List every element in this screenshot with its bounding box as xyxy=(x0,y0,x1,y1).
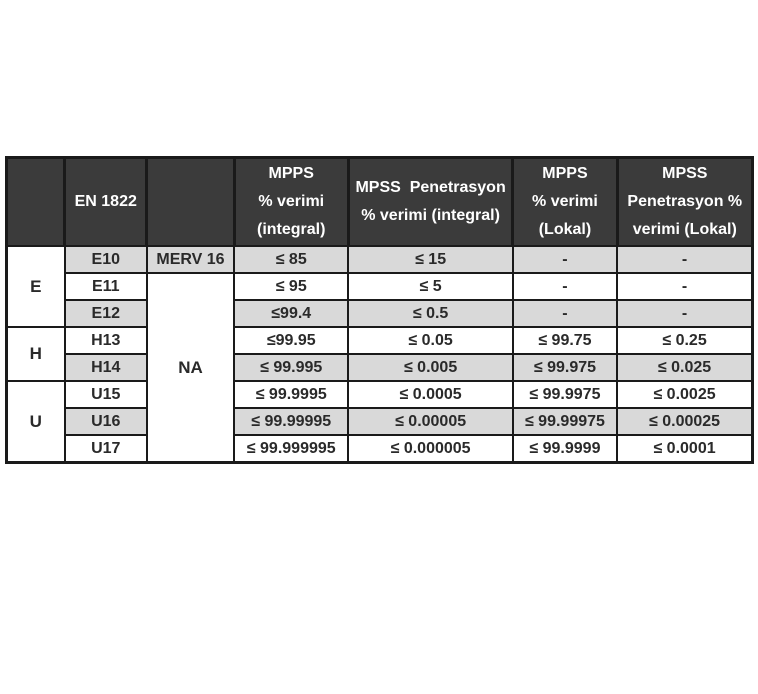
mpss-integral-cell: ≤ 5 xyxy=(348,273,512,300)
group-cell-e: E xyxy=(7,246,65,327)
mpss-lokal-cell: ≤ 0.0025 xyxy=(617,381,752,408)
table-row xyxy=(7,300,753,327)
table-row xyxy=(7,354,753,381)
header-row xyxy=(7,158,753,247)
mpss-integral-cell: ≤ 15 xyxy=(348,246,512,273)
class-cell: U17 xyxy=(65,435,147,463)
header-mpss-lokal: MPSS Penetrasyon % verimi (Lokal) xyxy=(617,158,752,247)
mpss-lokal-cell: ≤ 0.00025 xyxy=(617,408,752,435)
mpss-lokal-cell: - xyxy=(617,246,752,273)
mpps-integral-cell: ≤ 99.999995 xyxy=(234,435,348,463)
class-cell: H13 xyxy=(65,327,147,354)
filter-classification-table xyxy=(5,156,754,464)
mpss-integral-cell: ≤ 0.005 xyxy=(348,354,512,381)
mpps-integral-cell: ≤ 85 xyxy=(234,246,348,273)
mpss-integral-cell: ≤ 0.000005 xyxy=(348,435,512,463)
mpps-integral-cell: ≤99.4 xyxy=(234,300,348,327)
class-cell: E12 xyxy=(65,300,147,327)
mpss-integral-cell: ≤ 0.5 xyxy=(348,300,512,327)
mpss-lokal-cell: ≤ 0.25 xyxy=(617,327,752,354)
class-cell: E11 xyxy=(65,273,147,300)
group-cell-h: H xyxy=(7,327,65,381)
table-row xyxy=(7,327,753,354)
mpss-lokal-cell: - xyxy=(617,273,752,300)
header-merv xyxy=(147,158,234,247)
class-cell: H14 xyxy=(65,354,147,381)
table-row xyxy=(7,435,753,463)
table-row xyxy=(7,381,753,408)
header-mpss-integral: MPSS Penetrasyon % verimi (integral) xyxy=(348,158,512,247)
group-cell-u: U xyxy=(7,381,65,463)
mpss-lokal-cell: ≤ 0.0001 xyxy=(617,435,752,463)
mpps-integral-cell: ≤ 99.9995 xyxy=(234,381,348,408)
class-cell: U16 xyxy=(65,408,147,435)
mpps-integral-cell: ≤99.95 xyxy=(234,327,348,354)
mpss-lokal-cell: - xyxy=(617,300,752,327)
mpss-integral-cell: ≤ 0.0005 xyxy=(348,381,512,408)
mpss-integral-cell: ≤ 0.05 xyxy=(348,327,512,354)
na-cell: NA xyxy=(147,273,234,463)
mpss-lokal-cell: ≤ 0.025 xyxy=(617,354,752,381)
mpps-lokal-cell: ≤ 99.99975 xyxy=(513,408,617,435)
mpps-lokal-cell: ≤ 99.975 xyxy=(513,354,617,381)
mpps-lokal-cell: - xyxy=(513,273,617,300)
header-en1822: EN 1822 xyxy=(65,158,147,247)
mpps-integral-cell: ≤ 99.995 xyxy=(234,354,348,381)
table-row xyxy=(7,273,753,300)
mpps-lokal-cell: - xyxy=(513,300,617,327)
header-mpps-integral: MPPS % verimi (integral) xyxy=(234,158,348,247)
table-row xyxy=(7,408,753,435)
merv-cell: MERV 16 xyxy=(147,246,234,273)
mpps-integral-cell: ≤ 95 xyxy=(234,273,348,300)
mpps-lokal-cell: - xyxy=(513,246,617,273)
mpps-lokal-cell: ≤ 99.75 xyxy=(513,327,617,354)
mpps-lokal-cell: ≤ 99.9975 xyxy=(513,381,617,408)
class-cell: U15 xyxy=(65,381,147,408)
header-mpps-lokal: MPPS % verimi (Lokal) xyxy=(513,158,617,247)
header-group xyxy=(7,158,65,247)
class-cell: E10 xyxy=(65,246,147,273)
mpps-lokal-cell: ≤ 99.9999 xyxy=(513,435,617,463)
mpss-integral-cell: ≤ 0.00005 xyxy=(348,408,512,435)
mpps-integral-cell: ≤ 99.99995 xyxy=(234,408,348,435)
table-row xyxy=(7,246,753,273)
